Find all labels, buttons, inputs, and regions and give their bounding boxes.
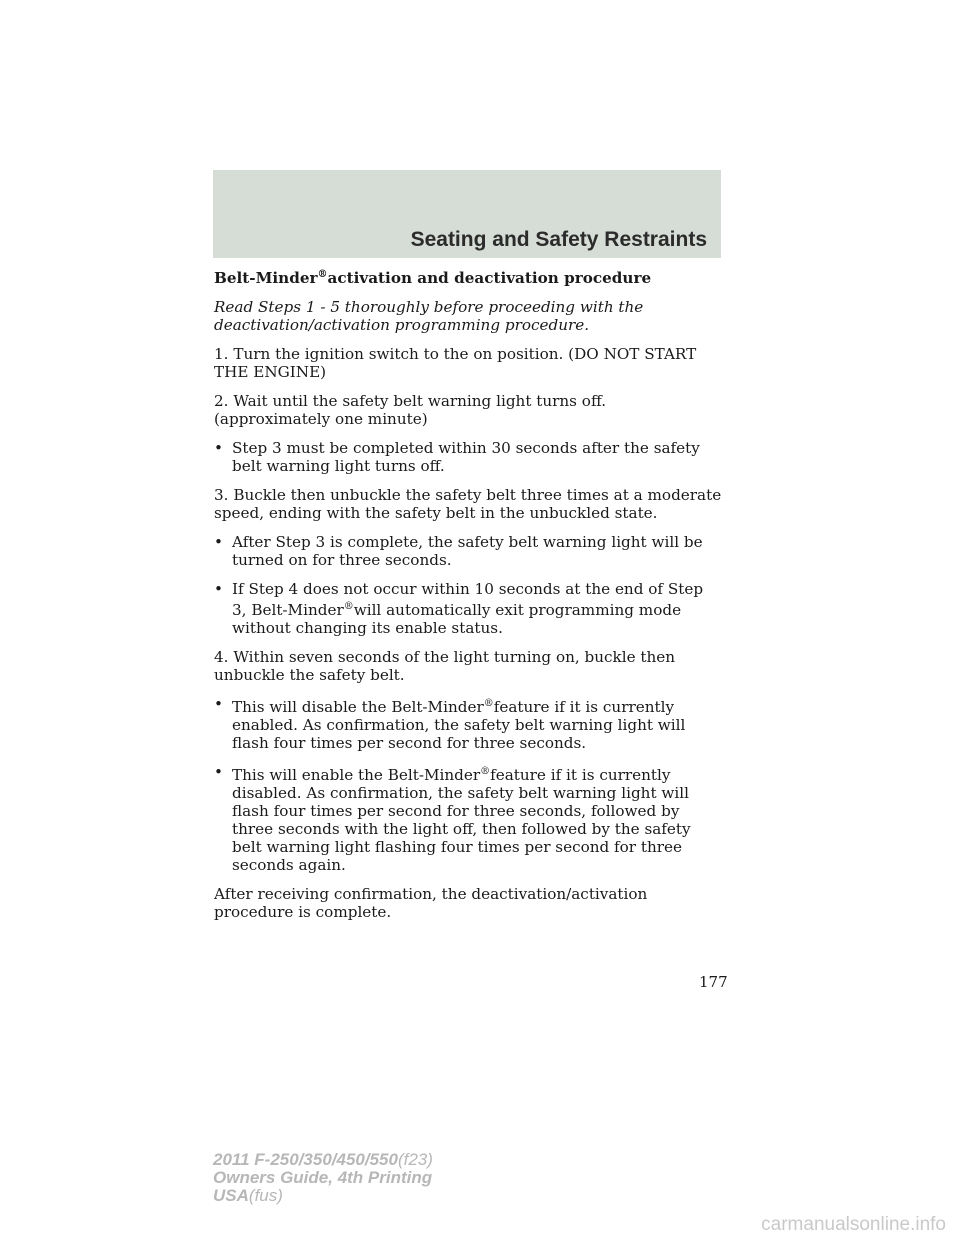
bullet-text-end: will automatically exit programming mode without changing its enable status. [232, 601, 682, 638]
section-title: Seating and Safety Restraints [410, 228, 707, 251]
heading-rest: activation and deactivation procedure [327, 269, 652, 288]
footer-region-code: (fus) [248, 1186, 283, 1205]
step-4-bullet-2 [214, 763, 722, 874]
intro-paragraph: Read Steps 1 - 5 thoroughly before proceeding with the deactivation/activation programming procedure. [214, 298, 644, 335]
bullet-icon: • [214, 439, 223, 458]
footer-model-code: (f23) [397, 1150, 433, 1169]
footer-model: 2011 F-250/350/450/550 [213, 1150, 398, 1169]
step-3-bullet-1 [214, 533, 722, 569]
footer-line-1 [213, 1151, 433, 1169]
procedure-heading [214, 266, 722, 287]
step-3: 3. Buckle then unbuckle the safety belt three times at a moderate speed, ending with the safety belt in the unbuckled state. [214, 486, 722, 523]
bullet-text-end: feature if it is currently disabled. As confirmation, the safety belt warning light will flash four times per second for three seconds, followed by three seconds with the light off, then followed by the safety belt warning light flashing four times per second for three seconds again. [232, 766, 691, 875]
step-1: 1. Turn the ignition switch to the on position. (DO NOT START THE ENGINE) [214, 345, 697, 382]
step-2: 2. Wait until the safety belt warning light turns off. (approximately one minute) [214, 392, 607, 429]
bullet-text-start: This will disable the Belt-Minder [232, 698, 484, 717]
footer-edition-info [213, 1151, 433, 1205]
registered-mark: ® [317, 269, 328, 280]
footer-line-2: Owners Guide, 4th Printing [213, 1168, 433, 1187]
registered-mark: ® [343, 601, 354, 613]
step-2-bullet-1 [214, 439, 722, 475]
bullet-text: After Step 3 is complete, the safety belt warning light will be turned on for three seconds. [232, 533, 703, 570]
step-4-bullet-1 [214, 695, 722, 752]
footer-line-3 [213, 1187, 433, 1205]
bullet-icon: • [214, 695, 223, 714]
page-content [214, 266, 722, 932]
bullet-text-start: If Step 4 does not occur within 10 seconds at the end of Step 3, Belt-Minder [232, 580, 704, 620]
heading-brand: Belt-Minder [214, 269, 318, 288]
closing-paragraph: After receiving confirmation, the deactivation/activation procedure is complete. [214, 885, 648, 922]
bullet-icon: • [214, 763, 223, 782]
bullet-icon: • [214, 580, 223, 599]
bullet-text-start: This will enable the Belt-Minder [232, 766, 481, 785]
footer-region: USA [213, 1186, 249, 1205]
watermark-text: carmanualsonline.info [761, 1214, 946, 1235]
step-3-bullet-2 [214, 580, 722, 637]
registered-mark: ® [483, 698, 494, 710]
section-header-band [213, 170, 721, 258]
registered-mark: ® [480, 766, 491, 778]
bullet-text: Step 3 must be completed within 30 seconds after the safety belt warning light turns off. [232, 439, 700, 476]
bullet-text-end: feature if it is currently enabled. As confirmation, the safety belt warning light will flash four times per second for three seconds. [232, 698, 686, 753]
step-4: 4. Within seven seconds of the light turning on, buckle then unbuckle the safety belt. [214, 648, 676, 685]
bullet-icon: • [214, 533, 223, 552]
page-number: 177 [699, 973, 728, 991]
